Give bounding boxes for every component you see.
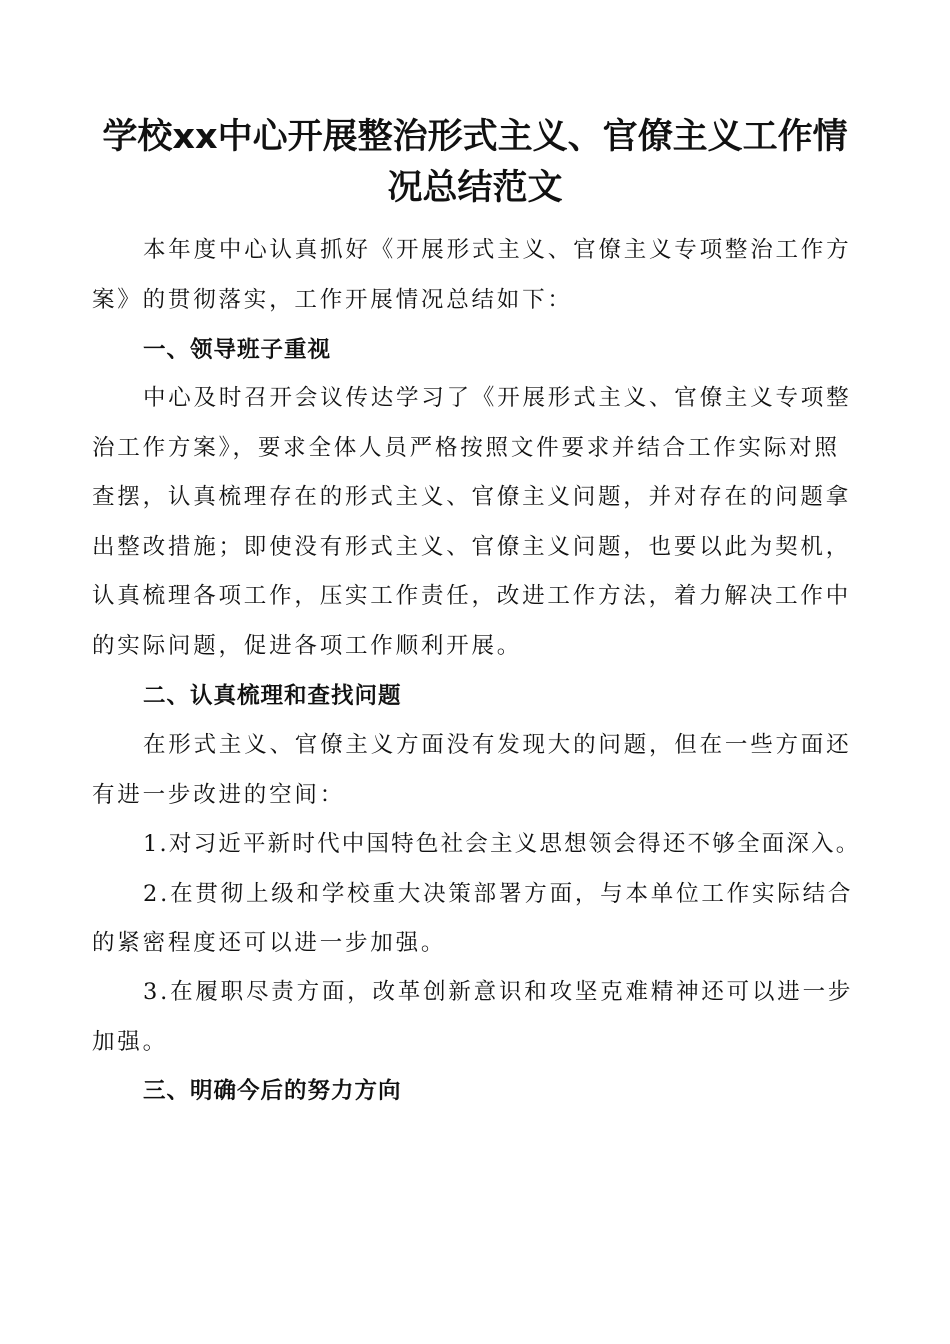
section2-paragraph-line: 有进一步改进的空间：	[92, 782, 346, 808]
list-item-2-continuation: 的紧密程度还可以进一步加强。	[92, 930, 447, 956]
list-item-3: 3.在履职尽责方面，改革创新意识和攻坚克难精神还可以进一步	[143, 979, 854, 1005]
section-heading-3: 三、明确今后的努力方向	[143, 1078, 402, 1104]
section1-paragraph-line: 治工作方案》，要求全体人员严格按照文件要求并结合工作实际对照	[92, 435, 840, 461]
list-item-3-continuation: 加强。	[92, 1029, 168, 1055]
intro-paragraph-line: 本年度中心认真抓好《开展形式主义、官僚主义专项整治工作方	[143, 237, 852, 263]
document-title-line-2: 况总结范文	[387, 168, 563, 208]
section-heading-2: 二、认真梳理和查找问题	[143, 683, 402, 709]
section1-paragraph-line: 查摆，认真梳理存在的形式主义、官僚主义问题，并对存在的问题拿	[92, 484, 852, 510]
section1-paragraph-line: 的实际问题，促进各项工作顺利开展。	[92, 633, 523, 659]
intro-paragraph-line: 案》的贯彻落实，工作开展情况总结如下：	[92, 287, 573, 313]
section1-paragraph-line: 中心及时召开会议传达学习了《开展形式主义、官僚主义专项整	[143, 385, 852, 411]
section-heading-1: 一、领导班子重视	[143, 337, 332, 363]
document-title-line-1: 学校xx中心开展整治形式主义、官僚主义工作情	[102, 117, 848, 157]
section2-paragraph-line: 在形式主义、官僚主义方面没有发现大的问题，但在一些方面还	[143, 732, 852, 758]
list-item-1: 1.对习近平新时代中国特色社会主义思想领会得还不够全面深入。	[143, 831, 861, 857]
section1-paragraph-line: 出整改措施；即使没有形式主义、官僚主义问题，也要以此为契机，	[92, 534, 852, 560]
list-item-2: 2.在贯彻上级和学校重大决策部署方面，与本单位工作实际结合	[143, 881, 854, 907]
section1-paragraph-line: 认真梳理各项工作，压实工作责任，改进工作方法，着力解决工作中	[92, 583, 852, 609]
